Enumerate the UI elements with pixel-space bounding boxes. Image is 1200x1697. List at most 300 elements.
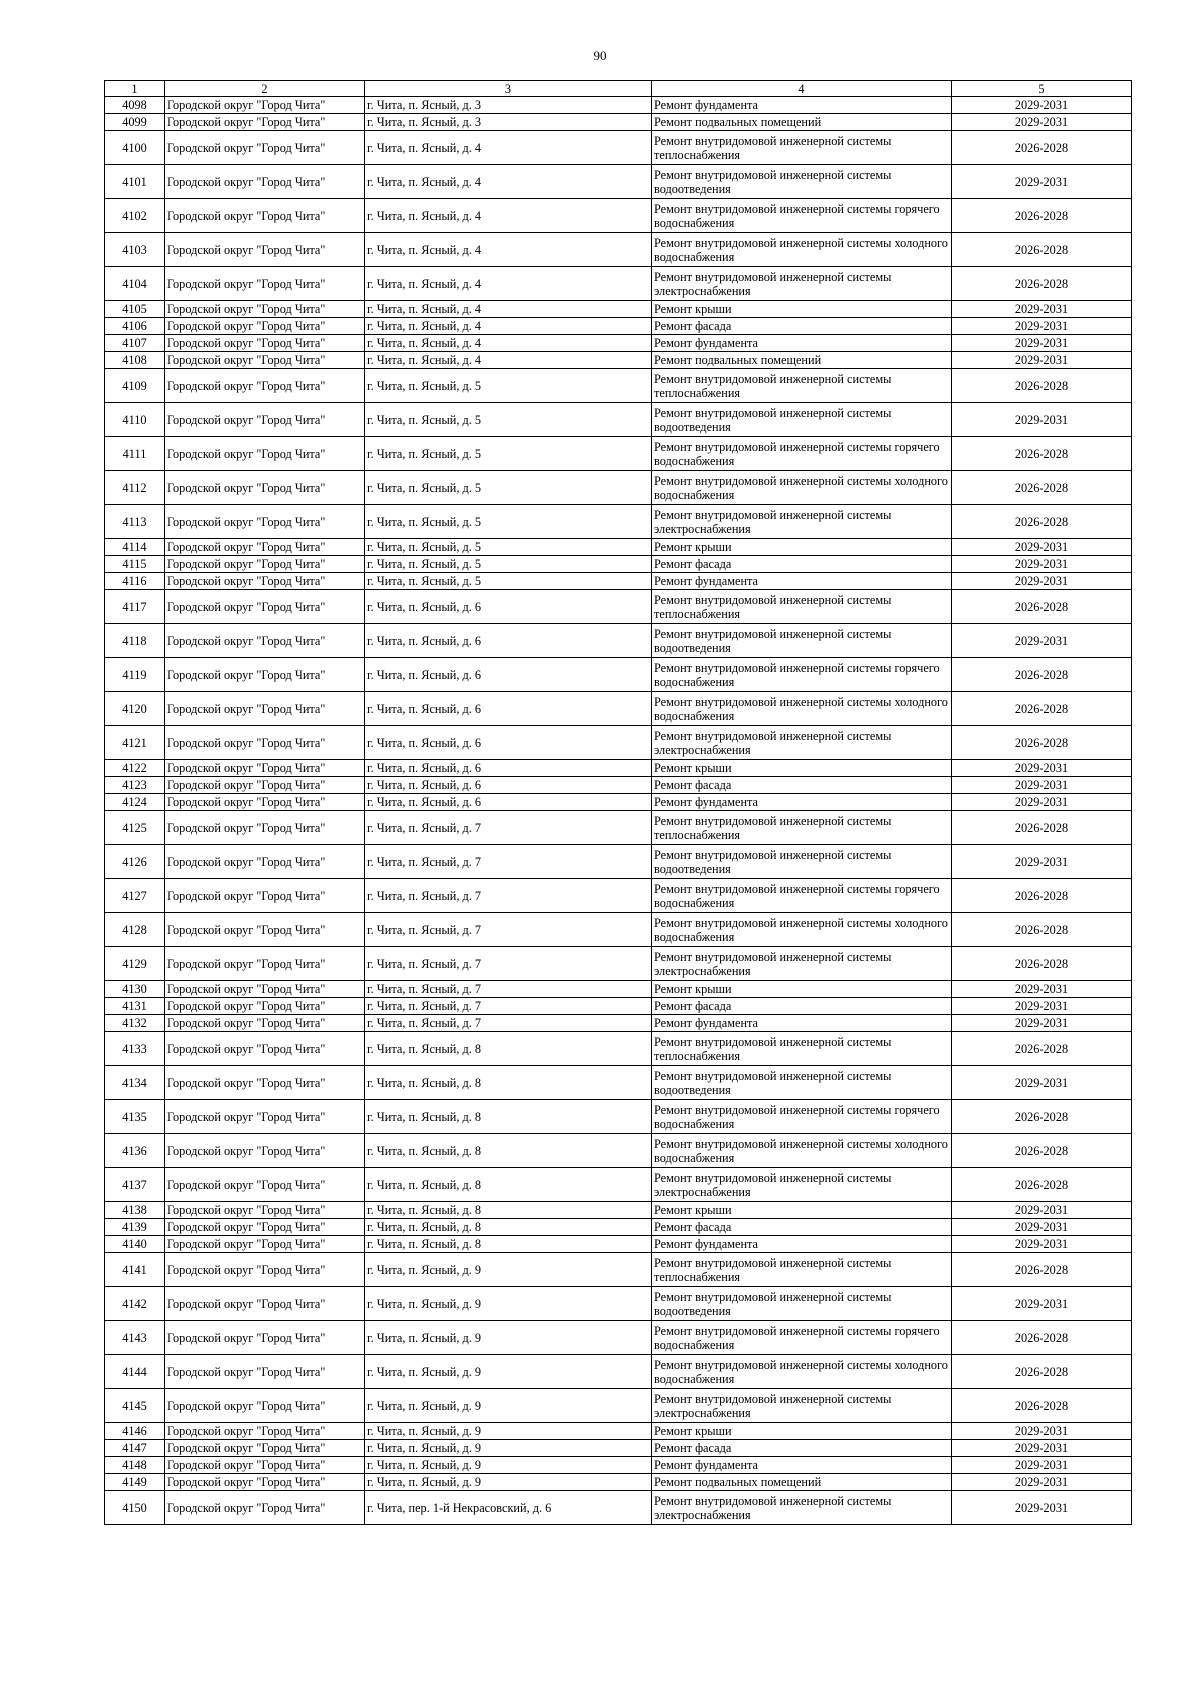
address-cell: г. Чита, п. Ясный, д. 7	[365, 1015, 652, 1032]
address-cell: г. Чита, п. Ясный, д. 5	[365, 573, 652, 590]
municipality-cell: Городской округ "Город Чита"	[165, 1440, 365, 1457]
municipality-cell: Городской округ "Город Чита"	[165, 913, 365, 947]
municipality-cell: Городской округ "Город Чита"	[165, 233, 365, 267]
table-row	[105, 981, 1132, 998]
row-number-cell: 4135	[105, 1100, 165, 1134]
municipality-cell: Городской округ "Город Чита"	[165, 1202, 365, 1219]
period-cell: 2026-2028	[952, 471, 1132, 505]
municipality-cell: Городской округ "Город Чита"	[165, 1032, 365, 1066]
row-number-cell: 4129	[105, 947, 165, 981]
period-cell: 2026-2028	[952, 1134, 1132, 1168]
period-cell: 2029-2031	[952, 301, 1132, 318]
table-row	[105, 998, 1132, 1015]
work-type-cell: Ремонт внутридомовой инженерной системы холодного водоснабжения	[652, 1355, 952, 1389]
table-body	[105, 97, 1132, 1525]
municipality-cell: Городской округ "Город Чита"	[165, 1491, 365, 1525]
work-type-cell: Ремонт подвальных помещений	[652, 352, 952, 369]
period-cell: 2029-2031	[952, 998, 1132, 1015]
municipality-cell: Городской округ "Город Чита"	[165, 1253, 365, 1287]
row-number-cell: 4120	[105, 692, 165, 726]
municipality-cell: Городской округ "Город Чита"	[165, 437, 365, 471]
row-number-cell: 4108	[105, 352, 165, 369]
table-row	[105, 794, 1132, 811]
table-row	[105, 913, 1132, 947]
period-cell: 2026-2028	[952, 233, 1132, 267]
address-cell: г. Чита, п. Ясный, д. 4	[365, 199, 652, 233]
table-row	[105, 1423, 1132, 1440]
address-cell: г. Чита, п. Ясный, д. 4	[365, 352, 652, 369]
address-cell: г. Чита, п. Ясный, д. 8	[365, 1066, 652, 1100]
work-type-cell: Ремонт внутридомовой инженерной системы электроснабжения	[652, 1168, 952, 1202]
header-row	[105, 81, 1132, 97]
table-row	[105, 1100, 1132, 1134]
work-type-cell: Ремонт фундамента	[652, 97, 952, 114]
period-cell: 2029-2031	[952, 556, 1132, 573]
municipality-cell: Городской округ "Город Чита"	[165, 692, 365, 726]
row-number-cell: 4143	[105, 1321, 165, 1355]
address-cell: г. Чита, п. Ясный, д. 7	[365, 879, 652, 913]
table-row	[105, 199, 1132, 233]
period-cell: 2029-2031	[952, 114, 1132, 131]
address-cell: г. Чита, п. Ясный, д. 5	[365, 437, 652, 471]
row-number-cell: 4117	[105, 590, 165, 624]
address-cell: г. Чита, п. Ясный, д. 8	[365, 1219, 652, 1236]
address-cell: г. Чита, п. Ясный, д. 5	[365, 403, 652, 437]
municipality-cell: Городской округ "Город Чита"	[165, 1100, 365, 1134]
table-row	[105, 165, 1132, 199]
work-type-cell: Ремонт внутридомовой инженерной системы электроснабжения	[652, 726, 952, 760]
municipality-cell: Городской округ "Город Чита"	[165, 590, 365, 624]
work-type-cell: Ремонт фундамента	[652, 794, 952, 811]
table-row	[105, 556, 1132, 573]
table-row	[105, 1202, 1132, 1219]
work-type-cell: Ремонт фасада	[652, 998, 952, 1015]
work-type-cell: Ремонт внутридомовой инженерной системы теплоснабжения	[652, 1032, 952, 1066]
table-row	[105, 1355, 1132, 1389]
work-type-cell: Ремонт внутридомовой инженерной системы водоотведения	[652, 845, 952, 879]
address-cell: г. Чита, п. Ясный, д. 9	[365, 1457, 652, 1474]
work-type-cell: Ремонт внутридомовой инженерной системы горячего водоснабжения	[652, 199, 952, 233]
address-cell: г. Чита, п. Ясный, д. 6	[365, 794, 652, 811]
table-row	[105, 1236, 1132, 1253]
address-cell: г. Чита, п. Ясный, д. 7	[365, 811, 652, 845]
work-type-cell: Ремонт внутридомовой инженерной системы горячего водоснабжения	[652, 658, 952, 692]
address-cell: г. Чита, п. Ясный, д. 6	[365, 658, 652, 692]
row-number-cell: 4106	[105, 318, 165, 335]
address-cell: г. Чита, п. Ясный, д. 9	[365, 1321, 652, 1355]
period-cell: 2026-2028	[952, 267, 1132, 301]
period-cell: 2029-2031	[952, 760, 1132, 777]
municipality-cell: Городской округ "Город Чита"	[165, 403, 365, 437]
row-number-cell: 4128	[105, 913, 165, 947]
table-row	[105, 811, 1132, 845]
address-cell: г. Чита, п. Ясный, д. 8	[365, 1134, 652, 1168]
work-type-cell: Ремонт внутридомовой инженерной системы теплоснабжения	[652, 369, 952, 403]
work-type-cell: Ремонт фасада	[652, 1440, 952, 1457]
period-cell: 2029-2031	[952, 1474, 1132, 1491]
row-number-cell: 4149	[105, 1474, 165, 1491]
municipality-cell: Городской округ "Город Чита"	[165, 1389, 365, 1423]
address-cell: г. Чита, п. Ясный, д. 8	[365, 1100, 652, 1134]
table-row	[105, 1066, 1132, 1100]
row-number-cell: 4122	[105, 760, 165, 777]
period-cell: 2029-2031	[952, 1491, 1132, 1525]
work-type-cell: Ремонт подвальных помещений	[652, 1474, 952, 1491]
period-cell: 2029-2031	[952, 165, 1132, 199]
table-row	[105, 1015, 1132, 1032]
municipality-cell: Городской округ "Город Чита"	[165, 624, 365, 658]
period-cell: 2026-2028	[952, 437, 1132, 471]
address-cell: г. Чита, п. Ясный, д. 9	[365, 1287, 652, 1321]
row-number-cell: 4137	[105, 1168, 165, 1202]
table-row	[105, 1032, 1132, 1066]
table-row	[105, 233, 1132, 267]
address-cell: г. Чита, п. Ясный, д. 8	[365, 1236, 652, 1253]
table-row	[105, 369, 1132, 403]
period-cell: 2029-2031	[952, 1423, 1132, 1440]
work-type-cell: Ремонт фундамента	[652, 1236, 952, 1253]
period-cell: 2026-2028	[952, 692, 1132, 726]
table-row	[105, 1168, 1132, 1202]
period-cell: 2026-2028	[952, 199, 1132, 233]
table-row	[105, 539, 1132, 556]
row-number-cell: 4145	[105, 1389, 165, 1423]
table-row	[105, 403, 1132, 437]
work-type-cell: Ремонт внутридомовой инженерной системы электроснабжения	[652, 1491, 952, 1525]
page-number: 90	[593, 48, 607, 63]
work-type-cell: Ремонт крыши	[652, 981, 952, 998]
period-cell: 2026-2028	[952, 1389, 1132, 1423]
address-cell: г. Чита, п. Ясный, д. 6	[365, 590, 652, 624]
work-type-cell: Ремонт внутридомовой инженерной системы теплоснабжения	[652, 131, 952, 165]
municipality-cell: Городской округ "Город Чита"	[165, 1168, 365, 1202]
table-row	[105, 760, 1132, 777]
row-number-cell: 4148	[105, 1457, 165, 1474]
municipality-cell: Городской округ "Город Чита"	[165, 998, 365, 1015]
row-number-cell: 4105	[105, 301, 165, 318]
municipality-cell: Городской округ "Город Чита"	[165, 845, 365, 879]
repair-schedule-table	[104, 80, 1132, 1525]
work-type-cell: Ремонт внутридомовой инженерной системы горячего водоснабжения	[652, 1321, 952, 1355]
table-row	[105, 267, 1132, 301]
row-number-cell: 4118	[105, 624, 165, 658]
work-type-cell: Ремонт внутридомовой инженерной системы холодного водоснабжения	[652, 692, 952, 726]
address-cell: г. Чита, п. Ясный, д. 6	[365, 726, 652, 760]
row-number-cell: 4144	[105, 1355, 165, 1389]
address-cell: г. Чита, п. Ясный, д. 4	[365, 131, 652, 165]
row-number-cell: 4140	[105, 1236, 165, 1253]
row-number-cell: 4132	[105, 1015, 165, 1032]
address-cell: г. Чита, п. Ясный, д. 4	[365, 233, 652, 267]
period-cell: 2026-2028	[952, 913, 1132, 947]
address-cell: г. Чита, п. Ясный, д. 4	[365, 165, 652, 199]
column-header-5: 5	[952, 81, 1132, 97]
work-type-cell: Ремонт фасада	[652, 777, 952, 794]
table-row	[105, 1491, 1132, 1525]
table-row	[105, 97, 1132, 114]
work-type-cell: Ремонт внутридомовой инженерной системы водоотведения	[652, 1066, 952, 1100]
table-row	[105, 1134, 1132, 1168]
municipality-cell: Городской округ "Город Чита"	[165, 658, 365, 692]
address-cell: г. Чита, п. Ясный, д. 8	[365, 1032, 652, 1066]
table-row	[105, 437, 1132, 471]
row-number-cell: 4146	[105, 1423, 165, 1440]
municipality-cell: Городской округ "Город Чита"	[165, 879, 365, 913]
table-row	[105, 505, 1132, 539]
address-cell: г. Чита, п. Ясный, д. 6	[365, 692, 652, 726]
row-number-cell: 4130	[105, 981, 165, 998]
row-number-cell: 4124	[105, 794, 165, 811]
work-type-cell: Ремонт подвальных помещений	[652, 114, 952, 131]
work-type-cell: Ремонт фундамента	[652, 1457, 952, 1474]
work-type-cell: Ремонт фасада	[652, 556, 952, 573]
row-number-cell: 4110	[105, 403, 165, 437]
table-row	[105, 1440, 1132, 1457]
address-cell: г. Чита, п. Ясный, д. 9	[365, 1423, 652, 1440]
table-row	[105, 726, 1132, 760]
address-cell: г. Чита, п. Ясный, д. 5	[365, 539, 652, 556]
period-cell: 2029-2031	[952, 403, 1132, 437]
table-row	[105, 335, 1132, 352]
address-cell: г. Чита, п. Ясный, д. 5	[365, 369, 652, 403]
municipality-cell: Городской округ "Город Чита"	[165, 352, 365, 369]
row-number-cell: 4125	[105, 811, 165, 845]
municipality-cell: Городской округ "Город Чита"	[165, 556, 365, 573]
period-cell: 2029-2031	[952, 1236, 1132, 1253]
period-cell: 2029-2031	[952, 1457, 1132, 1474]
municipality-cell: Городской округ "Город Чита"	[165, 335, 365, 352]
table-row	[105, 658, 1132, 692]
row-number-cell: 4103	[105, 233, 165, 267]
table-row	[105, 777, 1132, 794]
period-cell: 2026-2028	[952, 1253, 1132, 1287]
municipality-cell: Городской округ "Город Чита"	[165, 1066, 365, 1100]
period-cell: 2026-2028	[952, 947, 1132, 981]
address-cell: г. Чита, п. Ясный, д. 3	[365, 97, 652, 114]
address-cell: г. Чита, п. Ясный, д. 6	[365, 760, 652, 777]
row-number-cell: 4139	[105, 1219, 165, 1236]
column-header-4: 4	[652, 81, 952, 97]
municipality-cell: Городской округ "Город Чита"	[165, 471, 365, 505]
work-type-cell: Ремонт внутридомовой инженерной системы холодного водоснабжения	[652, 233, 952, 267]
row-number-cell: 4136	[105, 1134, 165, 1168]
work-type-cell: Ремонт внутридомовой инженерной системы электроснабжения	[652, 1389, 952, 1423]
period-cell: 2029-2031	[952, 352, 1132, 369]
address-cell: г. Чита, п. Ясный, д. 5	[365, 505, 652, 539]
period-cell: 2026-2028	[952, 1032, 1132, 1066]
work-type-cell: Ремонт крыши	[652, 1202, 952, 1219]
row-number-cell: 4131	[105, 998, 165, 1015]
address-cell: г. Чита, п. Ясный, д. 5	[365, 471, 652, 505]
period-cell: 2029-2031	[952, 318, 1132, 335]
period-cell: 2029-2031	[952, 1287, 1132, 1321]
address-cell: г. Чита, п. Ясный, д. 9	[365, 1253, 652, 1287]
table-row	[105, 1389, 1132, 1423]
table-row	[105, 471, 1132, 505]
work-type-cell: Ремонт внутридомовой инженерной системы водоотведения	[652, 403, 952, 437]
period-cell: 2029-2031	[952, 981, 1132, 998]
work-type-cell: Ремонт внутридомовой инженерной системы горячего водоснабжения	[652, 1100, 952, 1134]
period-cell: 2029-2031	[952, 1015, 1132, 1032]
work-type-cell: Ремонт фундамента	[652, 573, 952, 590]
municipality-cell: Городской округ "Город Чита"	[165, 267, 365, 301]
municipality-cell: Городской округ "Город Чита"	[165, 1134, 365, 1168]
period-cell: 2026-2028	[952, 1168, 1132, 1202]
table-row	[105, 692, 1132, 726]
period-cell: 2029-2031	[952, 794, 1132, 811]
work-type-cell: Ремонт внутридомовой инженерной системы горячего водоснабжения	[652, 879, 952, 913]
row-number-cell: 4121	[105, 726, 165, 760]
row-number-cell: 4101	[105, 165, 165, 199]
municipality-cell: Городской округ "Город Чита"	[165, 1474, 365, 1491]
address-cell: г. Чита, п. Ясный, д. 7	[365, 981, 652, 998]
work-type-cell: Ремонт внутридомовой инженерной системы электроснабжения	[652, 947, 952, 981]
period-cell: 2026-2028	[952, 505, 1132, 539]
address-cell: г. Чита, п. Ясный, д. 6	[365, 624, 652, 658]
work-type-cell: Ремонт внутридомовой инженерной системы теплоснабжения	[652, 590, 952, 624]
work-type-cell: Ремонт фундамента	[652, 1015, 952, 1032]
municipality-cell: Городской округ "Город Чита"	[165, 1321, 365, 1355]
address-cell: г. Чита, п. Ясный, д. 4	[365, 301, 652, 318]
address-cell: г. Чита, п. Ясный, д. 7	[365, 947, 652, 981]
address-cell: г. Чита, п. Ясный, д. 4	[365, 267, 652, 301]
work-type-cell: Ремонт внутридомовой инженерной системы электроснабжения	[652, 267, 952, 301]
address-cell: г. Чита, п. Ясный, д. 5	[365, 556, 652, 573]
row-number-cell: 4107	[105, 335, 165, 352]
work-type-cell: Ремонт внутридомовой инженерной системы холодного водоснабжения	[652, 913, 952, 947]
table-row	[105, 845, 1132, 879]
municipality-cell: Городской округ "Город Чита"	[165, 1219, 365, 1236]
municipality-cell: Городской округ "Город Чита"	[165, 981, 365, 998]
period-cell: 2029-2031	[952, 573, 1132, 590]
address-cell: г. Чита, п. Ясный, д. 8	[365, 1168, 652, 1202]
period-cell: 2029-2031	[952, 1219, 1132, 1236]
row-number-cell: 4109	[105, 369, 165, 403]
address-cell: г. Чита, п. Ясный, д. 9	[365, 1355, 652, 1389]
row-number-cell: 4104	[105, 267, 165, 301]
row-number-cell: 4112	[105, 471, 165, 505]
municipality-cell: Городской округ "Город Чита"	[165, 114, 365, 131]
column-header-3: 3	[365, 81, 652, 97]
work-type-cell: Ремонт внутридомовой инженерной системы водоотведения	[652, 1287, 952, 1321]
municipality-cell: Городской округ "Город Чита"	[165, 760, 365, 777]
address-cell: г. Чита, п. Ясный, д. 8	[365, 1202, 652, 1219]
row-number-cell: 4142	[105, 1287, 165, 1321]
work-type-cell: Ремонт крыши	[652, 301, 952, 318]
municipality-cell: Городской округ "Город Чита"	[165, 1457, 365, 1474]
work-type-cell: Ремонт фасада	[652, 1219, 952, 1236]
municipality-cell: Городской округ "Город Чита"	[165, 947, 365, 981]
period-cell: 2026-2028	[952, 1321, 1132, 1355]
table-row	[105, 352, 1132, 369]
table-row	[105, 947, 1132, 981]
address-cell: г. Чита, п. Ясный, д. 7	[365, 998, 652, 1015]
row-number-cell: 4115	[105, 556, 165, 573]
table-row	[105, 1474, 1132, 1491]
work-type-cell: Ремонт внутридомовой инженерной системы холодного водоснабжения	[652, 471, 952, 505]
table-row	[105, 318, 1132, 335]
row-number-cell: 4141	[105, 1253, 165, 1287]
table-row	[105, 131, 1132, 165]
row-number-cell: 4147	[105, 1440, 165, 1457]
municipality-cell: Городской округ "Город Чита"	[165, 573, 365, 590]
period-cell: 2026-2028	[952, 726, 1132, 760]
work-type-cell: Ремонт внутридомовой инженерной системы теплоснабжения	[652, 1253, 952, 1287]
work-type-cell: Ремонт внутридомовой инженерной системы теплоснабжения	[652, 811, 952, 845]
period-cell: 2026-2028	[952, 879, 1132, 913]
municipality-cell: Городской округ "Город Чита"	[165, 131, 365, 165]
row-number-cell: 4099	[105, 114, 165, 131]
period-cell: 2029-2031	[952, 1440, 1132, 1457]
table-row	[105, 590, 1132, 624]
column-header-1: 1	[105, 81, 165, 97]
municipality-cell: Городской округ "Город Чита"	[165, 794, 365, 811]
table-row	[105, 301, 1132, 318]
table-row	[105, 1457, 1132, 1474]
period-cell: 2029-2031	[952, 624, 1132, 658]
table-row	[105, 114, 1132, 131]
work-type-cell: Ремонт внутридомовой инженерной системы холодного водоснабжения	[652, 1134, 952, 1168]
table-row	[105, 1253, 1132, 1287]
work-type-cell: Ремонт крыши	[652, 1423, 952, 1440]
municipality-cell: Городской округ "Город Чита"	[165, 1423, 365, 1440]
period-cell: 2029-2031	[952, 97, 1132, 114]
municipality-cell: Городской округ "Город Чита"	[165, 539, 365, 556]
row-number-cell: 4126	[105, 845, 165, 879]
period-cell: 2029-2031	[952, 539, 1132, 556]
municipality-cell: Городской округ "Город Чита"	[165, 1236, 365, 1253]
period-cell: 2029-2031	[952, 1202, 1132, 1219]
address-cell: г. Чита, п. Ясный, д. 3	[365, 114, 652, 131]
municipality-cell: Городской округ "Город Чита"	[165, 165, 365, 199]
work-type-cell: Ремонт внутридомовой инженерной системы водоотведения	[652, 624, 952, 658]
work-type-cell: Ремонт внутридомовой инженерной системы горячего водоснабжения	[652, 437, 952, 471]
period-cell: 2026-2028	[952, 131, 1132, 165]
period-cell: 2026-2028	[952, 1355, 1132, 1389]
work-type-cell: Ремонт внутридомовой инженерной системы электроснабжения	[652, 505, 952, 539]
work-type-cell: Ремонт крыши	[652, 539, 952, 556]
table-row	[105, 879, 1132, 913]
row-number-cell: 4114	[105, 539, 165, 556]
table-row	[105, 1321, 1132, 1355]
municipality-cell: Городской округ "Город Чита"	[165, 726, 365, 760]
address-cell: г. Чита, п. Ясный, д. 9	[365, 1474, 652, 1491]
address-cell: г. Чита, п. Ясный, д. 9	[365, 1440, 652, 1457]
period-cell: 2026-2028	[952, 1100, 1132, 1134]
municipality-cell: Городской округ "Город Чита"	[165, 1355, 365, 1389]
row-number-cell: 4127	[105, 879, 165, 913]
period-cell: 2029-2031	[952, 777, 1132, 794]
address-cell: г. Чита, п. Ясный, д. 4	[365, 335, 652, 352]
table-row	[105, 1219, 1132, 1236]
municipality-cell: Городской округ "Город Чита"	[165, 369, 365, 403]
work-type-cell: Ремонт внутридомовой инженерной системы водоотведения	[652, 165, 952, 199]
municipality-cell: Городской округ "Город Чита"	[165, 811, 365, 845]
address-cell: г. Чита, пер. 1-й Некрасовский, д. 6	[365, 1491, 652, 1525]
address-cell: г. Чита, п. Ясный, д. 7	[365, 845, 652, 879]
row-number-cell: 4102	[105, 199, 165, 233]
row-number-cell: 4113	[105, 505, 165, 539]
table-row	[105, 624, 1132, 658]
address-cell: г. Чита, п. Ясный, д. 4	[365, 318, 652, 335]
period-cell: 2029-2031	[952, 335, 1132, 352]
municipality-cell: Городской округ "Город Чита"	[165, 1015, 365, 1032]
work-type-cell: Ремонт крыши	[652, 760, 952, 777]
row-number-cell: 4138	[105, 1202, 165, 1219]
row-number-cell: 4119	[105, 658, 165, 692]
row-number-cell: 4116	[105, 573, 165, 590]
municipality-cell: Городской округ "Город Чита"	[165, 318, 365, 335]
